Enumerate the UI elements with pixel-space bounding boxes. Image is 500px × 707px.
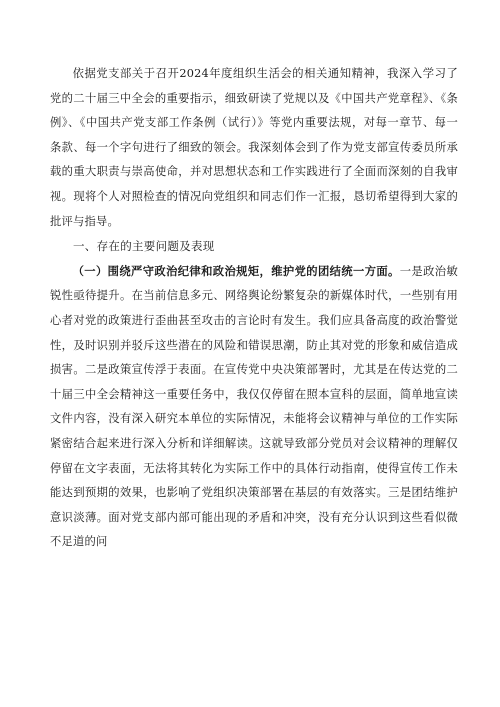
subsection-body: 一是政治敏锐性亟待提升。在当前信息多元、网络舆论纷繁复杂的新媒体时代，一些别有用心者对党的政策进行歪曲甚至攻击的言论时有发生。我们应具备高度的政治警觉性，及时识别并驳斥这些潜在的风险和错误思潮，防止其对党的形象和威信造成损害。二是政策宣传浮于表面。在宣传党中央决策部署时，尤其是在传达党的二十届三中全会精神这一重要任务中，我仅仅停留在照本宣科的层面，简单地宣读文件内容，没有深入研究本单位的实际情况，未能将会议精神与单位的工作实际紧密结合起来进行深入分析和详细解读。这就导致部分党员对会议精神的理解仅停留在文字表面，无法将其转化为实际工作中的具体行动指南，使得宣传工作未能达到预期的效果，也影响了党组织决策部署在基层的有效落实。三是团结维护意识淡薄。面对党支部内部可能出现的矛盾和冲突，没有充分认识到这些看似微不足道的问: [50, 264, 458, 549]
subsection-heading: （一）围绕严守政治纪律和政治规矩，维护党的团结统一方面。: [72, 263, 400, 278]
section-heading: 一、存在的主要问题及表现: [73, 239, 215, 254]
intro-paragraph: 依据党支部关于召开2024年度组织生活会的相关通知精神，我深入学习了党的二十届三中全会的重要指示，细致研读了党规以及《中国共产党章程》、《条例》、《中国共产党支部工作条例（试行）》等党内重要法规，对每一章节、每一条款、每一个字句进行了细致的领会。我深刻体会到了作为党支部宣传委员所承载的重大职责与崇高使命，并对思想状态和工作实践进行了全面而深刻的自我审视。现将个人对照检查的情况向党组织和同志们作一汇报，恳切希望得到大家的批评与指导。: [50, 67, 458, 228]
subsection-paragraph: [50, 259, 458, 555]
